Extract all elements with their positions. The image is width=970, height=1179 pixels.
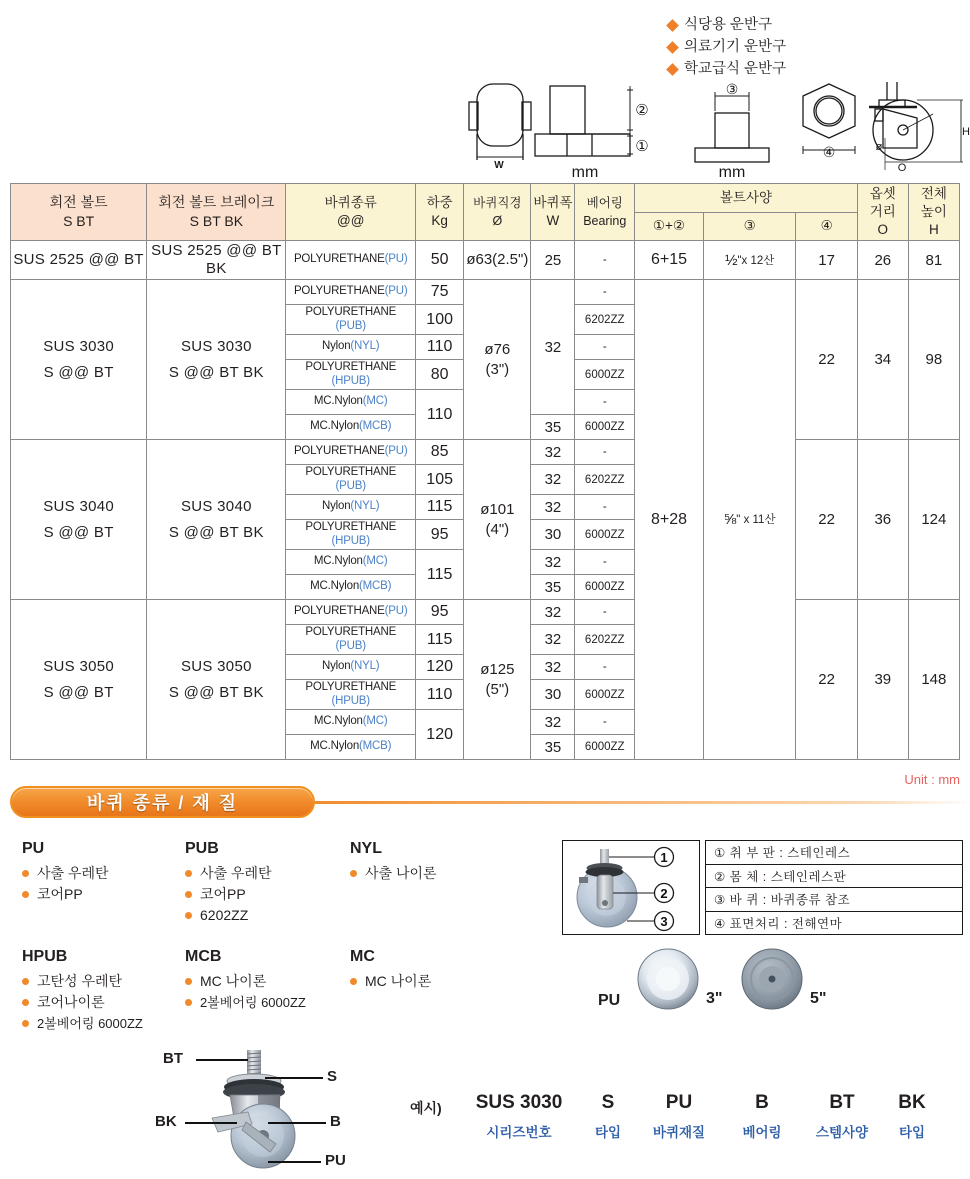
- cell-wheel-type: MC.Nylon(MCB): [286, 735, 416, 760]
- diamond-bullet-icon: [666, 63, 679, 76]
- wheel-size-5-label: 5": [810, 990, 827, 1007]
- example-label: 스템사양: [815, 1125, 869, 1140]
- material-item-text: 고탄성 우레탄: [37, 973, 123, 989]
- cell-model: SUS 2525 @@ BT: [11, 241, 147, 280]
- cell-wheel-type: MC.Nylon(MCB): [286, 575, 416, 600]
- material-item-text: 2볼베어링 6000ZZ: [200, 995, 306, 1010]
- bullet-dot-icon: [22, 891, 29, 898]
- example-label: 바퀴재질: [652, 1125, 706, 1140]
- example-code: SUS 3030: [475, 1092, 563, 1113]
- bullet-item: [668, 36, 786, 58]
- cell-bearing: -: [575, 600, 635, 625]
- parts-table-cell: ③ 바 퀴 : 바퀴종류 참조: [706, 888, 963, 912]
- parts-table-row: [706, 911, 963, 935]
- cell-model-brake: SUS 3040 S @@ BT BK: [147, 440, 286, 600]
- cell-wheel-width: 32: [531, 550, 575, 575]
- cell-wheel-width: 35: [531, 735, 575, 760]
- header-bolt-3: ③: [703, 212, 795, 241]
- bullet-dot-icon: [350, 870, 357, 877]
- material-item-text: MC 나이론: [365, 973, 432, 989]
- bullet-dot-icon: [185, 870, 192, 877]
- material-title: PU: [22, 840, 45, 857]
- cell-bearing: -: [575, 280, 635, 305]
- svg-text:ø: ø: [875, 141, 883, 153]
- header-wheel-width: 바퀴폭 W: [531, 184, 575, 241]
- parts-table-row: [706, 864, 963, 888]
- material-item: [185, 863, 360, 884]
- cell-wheel-type: Nylon(NYL): [286, 655, 416, 680]
- material-item: [22, 863, 192, 884]
- cell-wheel-width: 32: [531, 440, 575, 465]
- bullet-text: 의료기기 운반구: [684, 39, 787, 55]
- cell-wheel-width: 32: [531, 625, 575, 655]
- cell-model-brake: SUS 3030 S @@ BT BK: [147, 280, 286, 440]
- wheel-photos-svg: [620, 947, 880, 1017]
- cell-load: 50: [415, 241, 463, 280]
- cell-total-height: 148: [908, 600, 959, 760]
- application-bullet-list: [668, 14, 786, 80]
- bullet-dot-icon: [22, 1020, 29, 1027]
- cell-bearing: 6202ZZ: [575, 465, 635, 495]
- cell-wheel-width: 25: [531, 241, 575, 280]
- svg-text:O: O: [897, 162, 907, 174]
- bullet-dot-icon: [22, 978, 29, 985]
- bullet-item: [668, 14, 786, 36]
- cell-bearing: -: [575, 440, 635, 465]
- diamond-bullet-icon: [666, 41, 679, 54]
- material-item-text: 사출 우레탄: [37, 865, 109, 881]
- example-label: 타입: [594, 1125, 622, 1140]
- header-bolt-1-2: ①+②: [635, 212, 704, 241]
- table-body: [11, 241, 960, 760]
- cell-bearing: -: [575, 335, 635, 360]
- cell-wheel-width: 32: [531, 495, 575, 520]
- cell-bearing: 6202ZZ: [575, 625, 635, 655]
- material-item: [185, 992, 360, 1013]
- wheel-photos-group: [598, 947, 880, 1017]
- material-item-text: MC 나이론: [200, 973, 267, 989]
- svg-text:③: ③: [725, 81, 739, 97]
- cell-wheel-type: POLYURETHANE (PUB): [286, 305, 416, 335]
- cell-load: 95: [415, 600, 463, 625]
- cell-load: 110: [415, 390, 463, 440]
- unit-note: Unit : mm: [904, 772, 960, 787]
- cell-offset: 34: [857, 280, 908, 440]
- cell-load: 95: [415, 520, 463, 550]
- leader-line-bt: [196, 1059, 248, 1061]
- svg-text:3: 3: [660, 914, 668, 929]
- cell-load: 115: [415, 625, 463, 655]
- material-item: [22, 971, 192, 992]
- cell-total-height: 98: [908, 280, 959, 440]
- cell-wheel-width: 30: [531, 680, 575, 710]
- parts-table-cell: ① 취 부 판 : 스테인레스: [706, 841, 963, 865]
- cell-model: SUS 3040 S @@ BT: [11, 440, 147, 600]
- cell-wheel-type: POLYURETHANE (HPUB): [286, 360, 416, 390]
- table-row: [11, 600, 960, 625]
- example-code: B: [755, 1092, 769, 1113]
- cell-bearing: -: [575, 710, 635, 735]
- cell-model: SUS 3050 S @@ BT: [11, 600, 147, 760]
- bullet-dot-icon: [22, 999, 29, 1006]
- cell-bearing: -: [575, 655, 635, 680]
- cell-bearing: 6000ZZ: [575, 735, 635, 760]
- cell-wheel-type: MC.Nylon(MCB): [286, 415, 416, 440]
- cell-bearing: 6000ZZ: [575, 360, 635, 390]
- cell-bolt-1-2: 6+15: [635, 241, 704, 280]
- banner-tail-line: [300, 801, 970, 804]
- cell-bearing: -: [575, 241, 635, 280]
- cell-wheel-type: Nylon(NYL): [286, 495, 416, 520]
- header-offset: 옵셋 거리 O: [857, 184, 908, 241]
- header-swivel-bolt-brake: 회전 볼트 브레이크 S BT BK: [147, 184, 286, 241]
- material-item: [22, 1013, 192, 1034]
- example-code-row: [458, 1092, 942, 1114]
- cell-bearing: 6000ZZ: [575, 575, 635, 600]
- cell-wheel-type: POLYURETHANE (PUB): [286, 465, 416, 495]
- cell-offset: 39: [857, 600, 908, 760]
- cell-total-height: 124: [908, 440, 959, 600]
- cell-wheel-diameter: ø101 (4"): [464, 440, 531, 600]
- cell-bolt-4: 17: [796, 241, 857, 280]
- bullet-dot-icon: [185, 912, 192, 919]
- cell-bolt-3: ½"x 12산: [703, 241, 795, 280]
- cell-wheel-diameter: ø125 (5"): [464, 600, 531, 760]
- material-title: MCB: [185, 948, 222, 965]
- header-bearing: 베어링 Bearing: [575, 184, 635, 241]
- material-item: [350, 863, 525, 884]
- cell-bolt-4: 22: [796, 600, 857, 760]
- cell-bearing: 6000ZZ: [575, 520, 635, 550]
- svg-text:mm: mm: [571, 164, 599, 181]
- cell-wheel-type: POLYURETHANE(PU): [286, 600, 416, 625]
- technical-drawings-group: [455, 78, 970, 183]
- cell-wheel-type: MC.Nylon(MC): [286, 390, 416, 415]
- caster-parts-photo: [562, 840, 700, 935]
- header-wheel-type: 바퀴종류 @@: [286, 184, 416, 241]
- cell-wheel-width: 30: [531, 520, 575, 550]
- cell-load: 115: [415, 495, 463, 520]
- section-banner: [10, 786, 315, 818]
- cell-model-brake: SUS 2525 @@ BT BK: [147, 241, 286, 280]
- cell-wheel-width: 35: [531, 415, 575, 440]
- bullet-dot-icon: [185, 891, 192, 898]
- cell-wheel-type: MC.Nylon(MC): [286, 710, 416, 735]
- header-swivel-bolt: 회전 볼트 S BT: [11, 184, 147, 241]
- parts-table-cell: ④ 표면처리 : 전해연마: [714, 916, 843, 931]
- cell-offset: 26: [857, 241, 908, 280]
- cell-wheel-width: 32: [531, 655, 575, 680]
- cell-model: SUS 3030 S @@ BT: [11, 280, 147, 440]
- cell-wheel-type: POLYURETHANE (HPUB): [286, 520, 416, 550]
- callout-s: S: [327, 1068, 338, 1085]
- material-item-text: 사출 우레탄: [200, 865, 272, 881]
- caster-callout-photo: [190, 1048, 340, 1174]
- material-title: NYL: [350, 840, 382, 857]
- example-code: S: [601, 1092, 615, 1113]
- cell-bearing: 6000ZZ: [575, 680, 635, 710]
- cell-load: 120: [415, 655, 463, 680]
- specification-table: [10, 183, 960, 760]
- cell-bearing: -: [575, 550, 635, 575]
- material-item-text: 코어나이론: [37, 994, 105, 1010]
- cell-bolt-1-2: 8+28: [635, 280, 704, 760]
- cell-load: 100: [415, 305, 463, 335]
- material-title: PUB: [185, 840, 219, 857]
- svg-text:2: 2: [660, 886, 668, 901]
- callout-bt: BT: [163, 1050, 183, 1067]
- header-bolt-spec: 볼트사양: [635, 184, 858, 213]
- cell-load: 120: [415, 710, 463, 760]
- cell-wheel-type: POLYURETHANE(PU): [286, 280, 416, 305]
- bullet-dot-icon: [185, 978, 192, 985]
- wheel-size-3-label: 3": [706, 990, 723, 1007]
- cell-wheel-width: 32: [531, 710, 575, 735]
- section-banner-title: 바퀴 종류 / 재 질: [86, 793, 239, 813]
- parts-table-cell: ② 몸 체 : 스테인레스판: [706, 864, 963, 888]
- bullet-dot-icon: [350, 978, 357, 985]
- header-total-height: 전체 높이 H: [908, 184, 959, 241]
- cell-wheel-width: 32: [531, 465, 575, 495]
- material-item-text: 코어PP: [37, 886, 83, 902]
- dimension-diagrams-svg: [455, 78, 970, 183]
- callout-b: B: [330, 1113, 341, 1130]
- cell-wheel-width: 32: [531, 280, 575, 415]
- caster-parts-illustration: [563, 841, 698, 933]
- example-label-row: [458, 1121, 942, 1141]
- material-title: MC: [350, 948, 375, 965]
- cell-load: 110: [415, 335, 463, 360]
- svg-text:H: H: [962, 126, 970, 138]
- cell-load: 75: [415, 280, 463, 305]
- material-item: [185, 905, 360, 926]
- parts-table-row: [706, 888, 963, 912]
- table-row: [11, 241, 960, 280]
- leader-line-b: [268, 1122, 326, 1124]
- leader-line-bk: [185, 1122, 237, 1124]
- bullet-text: 식당용 운반구: [684, 17, 773, 33]
- cell-bearing: -: [575, 495, 635, 520]
- cell-wheel-diameter: ø76 (3"): [464, 280, 531, 440]
- example-code: PU: [665, 1092, 693, 1113]
- cell-bearing: 6000ZZ: [575, 415, 635, 440]
- cell-wheel-type: POLYURETHANE (PUB): [286, 625, 416, 655]
- material-item-text: 사출 나이론: [365, 865, 437, 881]
- svg-text:W: W: [494, 160, 504, 171]
- cell-offset: 36: [857, 440, 908, 600]
- bullet-dot-icon: [185, 999, 192, 1006]
- cell-wheel-width: 35: [531, 575, 575, 600]
- cell-load: 110: [415, 680, 463, 710]
- example-code: BT: [829, 1092, 855, 1113]
- material-item-text: 6202ZZ: [200, 907, 249, 923]
- material-item: [185, 884, 360, 905]
- material-item: [185, 971, 360, 992]
- table-row: [11, 440, 960, 465]
- parts-spec-table: [705, 840, 963, 935]
- material-item-text: 코어PP: [200, 886, 246, 902]
- wheel-material-label: PU: [598, 992, 621, 1009]
- leader-line-pu: [268, 1161, 321, 1163]
- cell-load: 105: [415, 465, 463, 495]
- example-label: 베어링: [742, 1125, 782, 1140]
- cell-wheel-type: Nylon(NYL): [286, 335, 416, 360]
- bullet-item: [668, 58, 786, 80]
- bullet-dot-icon: [22, 870, 29, 877]
- cell-bolt-4: 22: [796, 280, 857, 440]
- cell-bolt-3: ⅝" x 11산: [703, 280, 795, 760]
- example-prefix: 예시): [410, 1100, 442, 1116]
- cell-bearing: 6202ZZ: [575, 305, 635, 335]
- header-wheel-diameter: 바퀴직경 Ø: [464, 184, 531, 241]
- table-header: [11, 184, 960, 241]
- table-row: [11, 280, 960, 305]
- material-item: [22, 884, 192, 905]
- caster-callout-illustration: [190, 1048, 340, 1174]
- cell-wheel-type: MC.Nylon(MC): [286, 550, 416, 575]
- cell-load: 85: [415, 440, 463, 465]
- cell-bearing: -: [575, 390, 635, 415]
- material-item: [350, 971, 525, 992]
- cell-load: 115: [415, 550, 463, 600]
- cell-model-brake: SUS 3050 S @@ BT BK: [147, 600, 286, 760]
- material-title: HPUB: [22, 948, 68, 965]
- leader-line-s: [265, 1077, 323, 1079]
- cell-wheel-width: 32: [531, 600, 575, 625]
- cell-total-height: 81: [908, 241, 959, 280]
- bullet-text: 학교급식 운반구: [684, 61, 787, 77]
- cell-wheel-type: POLYURETHANE (HPUB): [286, 680, 416, 710]
- parts-table-row: [706, 841, 963, 865]
- cell-wheel-type: POLYURETHANE(PU): [286, 440, 416, 465]
- material-item: [22, 992, 192, 1013]
- cell-wheel-type: POLYURETHANE(PU): [286, 241, 416, 280]
- svg-text:1: 1: [660, 850, 668, 865]
- svg-text:①: ①: [635, 138, 649, 155]
- example-code: BK: [898, 1092, 926, 1113]
- svg-text:mm: mm: [718, 164, 746, 181]
- header-bolt-4: ④: [796, 212, 857, 241]
- svg-text:②: ②: [635, 102, 649, 119]
- example-label: 시리즈번호: [486, 1125, 552, 1140]
- cell-load: 80: [415, 360, 463, 390]
- callout-pu: PU: [325, 1152, 346, 1169]
- header-load: 하중 Kg: [415, 184, 463, 241]
- material-item-text: 2볼베어링 6000ZZ: [37, 1016, 143, 1031]
- svg-text:④: ④: [822, 144, 836, 160]
- diamond-bullet-icon: [666, 19, 679, 32]
- cell-bolt-4: 22: [796, 440, 857, 600]
- cell-wheel-diameter: ø63(2.5"): [464, 241, 531, 280]
- callout-bk: BK: [155, 1113, 177, 1130]
- example-label: 타입: [898, 1125, 926, 1140]
